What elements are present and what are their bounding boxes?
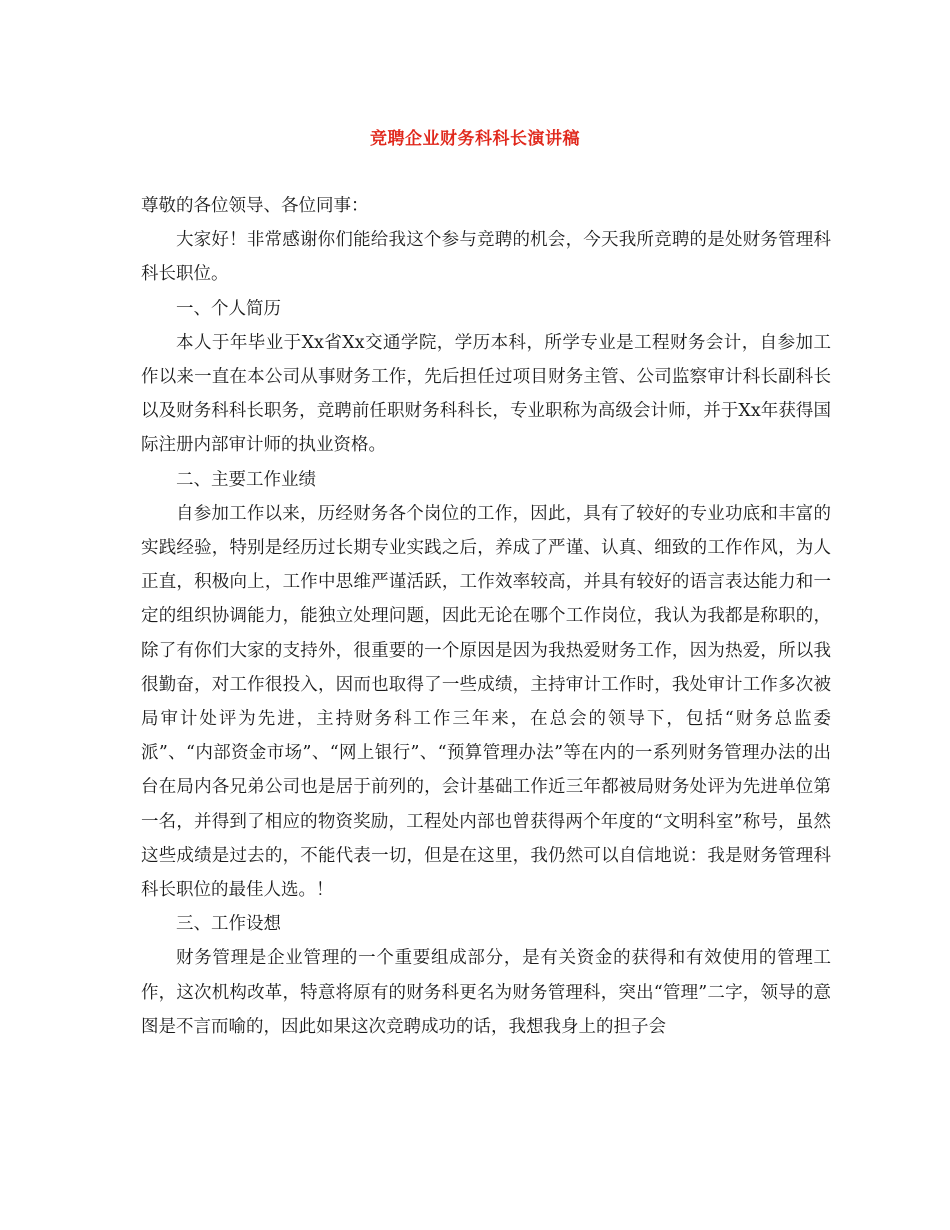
paragraph-resume: 本人于年毕业于Xx省Xx交通学院，学历本科，所学专业是工程财务会计，自参加工作以来一直在本公司从事财务工作，先后担任过项目财务主管、公司监察审计科长副科长以及财务科科长职务，竞聘前任职财务科科长，专业职称为高级会计师，并于Xx年获得国际注册内部审计师的执业资格。: [141, 332, 831, 456]
paragraph-plans: 财务管理是企业管理的一个重要组成部分，是有关资金的获得和有效使用的管理工作，这次机构改革，特意将原有的财务科更名为财务管理科，突出“管理”二字，领导的意图是不言而喻的，因此如果这次竞聘成功的话，我想我身上的担子会: [141, 948, 831, 1037]
paragraph-greeting: 大家好！非常感谢你们能给我这个参与竞聘的机会，今天我所竞聘的是处财务管理科科长职位。: [141, 230, 831, 285]
section-heading-plans: 三、工作设想: [176, 914, 281, 935]
document-body: [141, 189, 831, 1044]
section-heading-achievements: 二、主要工作业绩: [176, 469, 316, 490]
section-heading-resume: 一、个人简历: [176, 298, 281, 319]
document-title: 竞聘企业财务科科长演讲稿: [370, 129, 580, 149]
salutation: 尊敬的各位领导、各位同事：: [141, 196, 369, 216]
paragraph-achievements: 自参加工作以来，历经财务各个岗位的工作，因此，具有了较好的专业功底和丰富的实践经验，特别是经历过长期专业实践之后，养成了严谨、认真、细致的工作作风，为人正直，积极向上，工作中思维严谨活跃，工作效率较高，并具有较好的语言表达能力和一定的组织协调能力，能独立处理问题，因此无论在哪个工作岗位，我认为我都是称职的，除了有你们大家的支持外，很重要的一个原因是因为我热爱财务工作，因为热爱，所以我很勤奋，对工作很投入，因而也取得了一些成绩，主持审计工作时，我处审计工作多次被局审计处评为先进，主持财务科工作三年来，在总会的领导下，包括“财务总监委派”、“内部资金市场”、“网上银行”、“预算管理办法”等在内的一系列财务管理办法的出台在局内各兄弟公司也是居于前列的，会计基础工作近三年都被局财务处评为先进单位第一名，并得到了相应的物资奖励，工程处内部也曾获得两个年度的“文明科室”称号，虽然这些成绩是过去的，不能代表一切，但是在这里，我仍然可以自信地说：我是财务管理科科长职位的最佳人选。！: [141, 503, 831, 901]
